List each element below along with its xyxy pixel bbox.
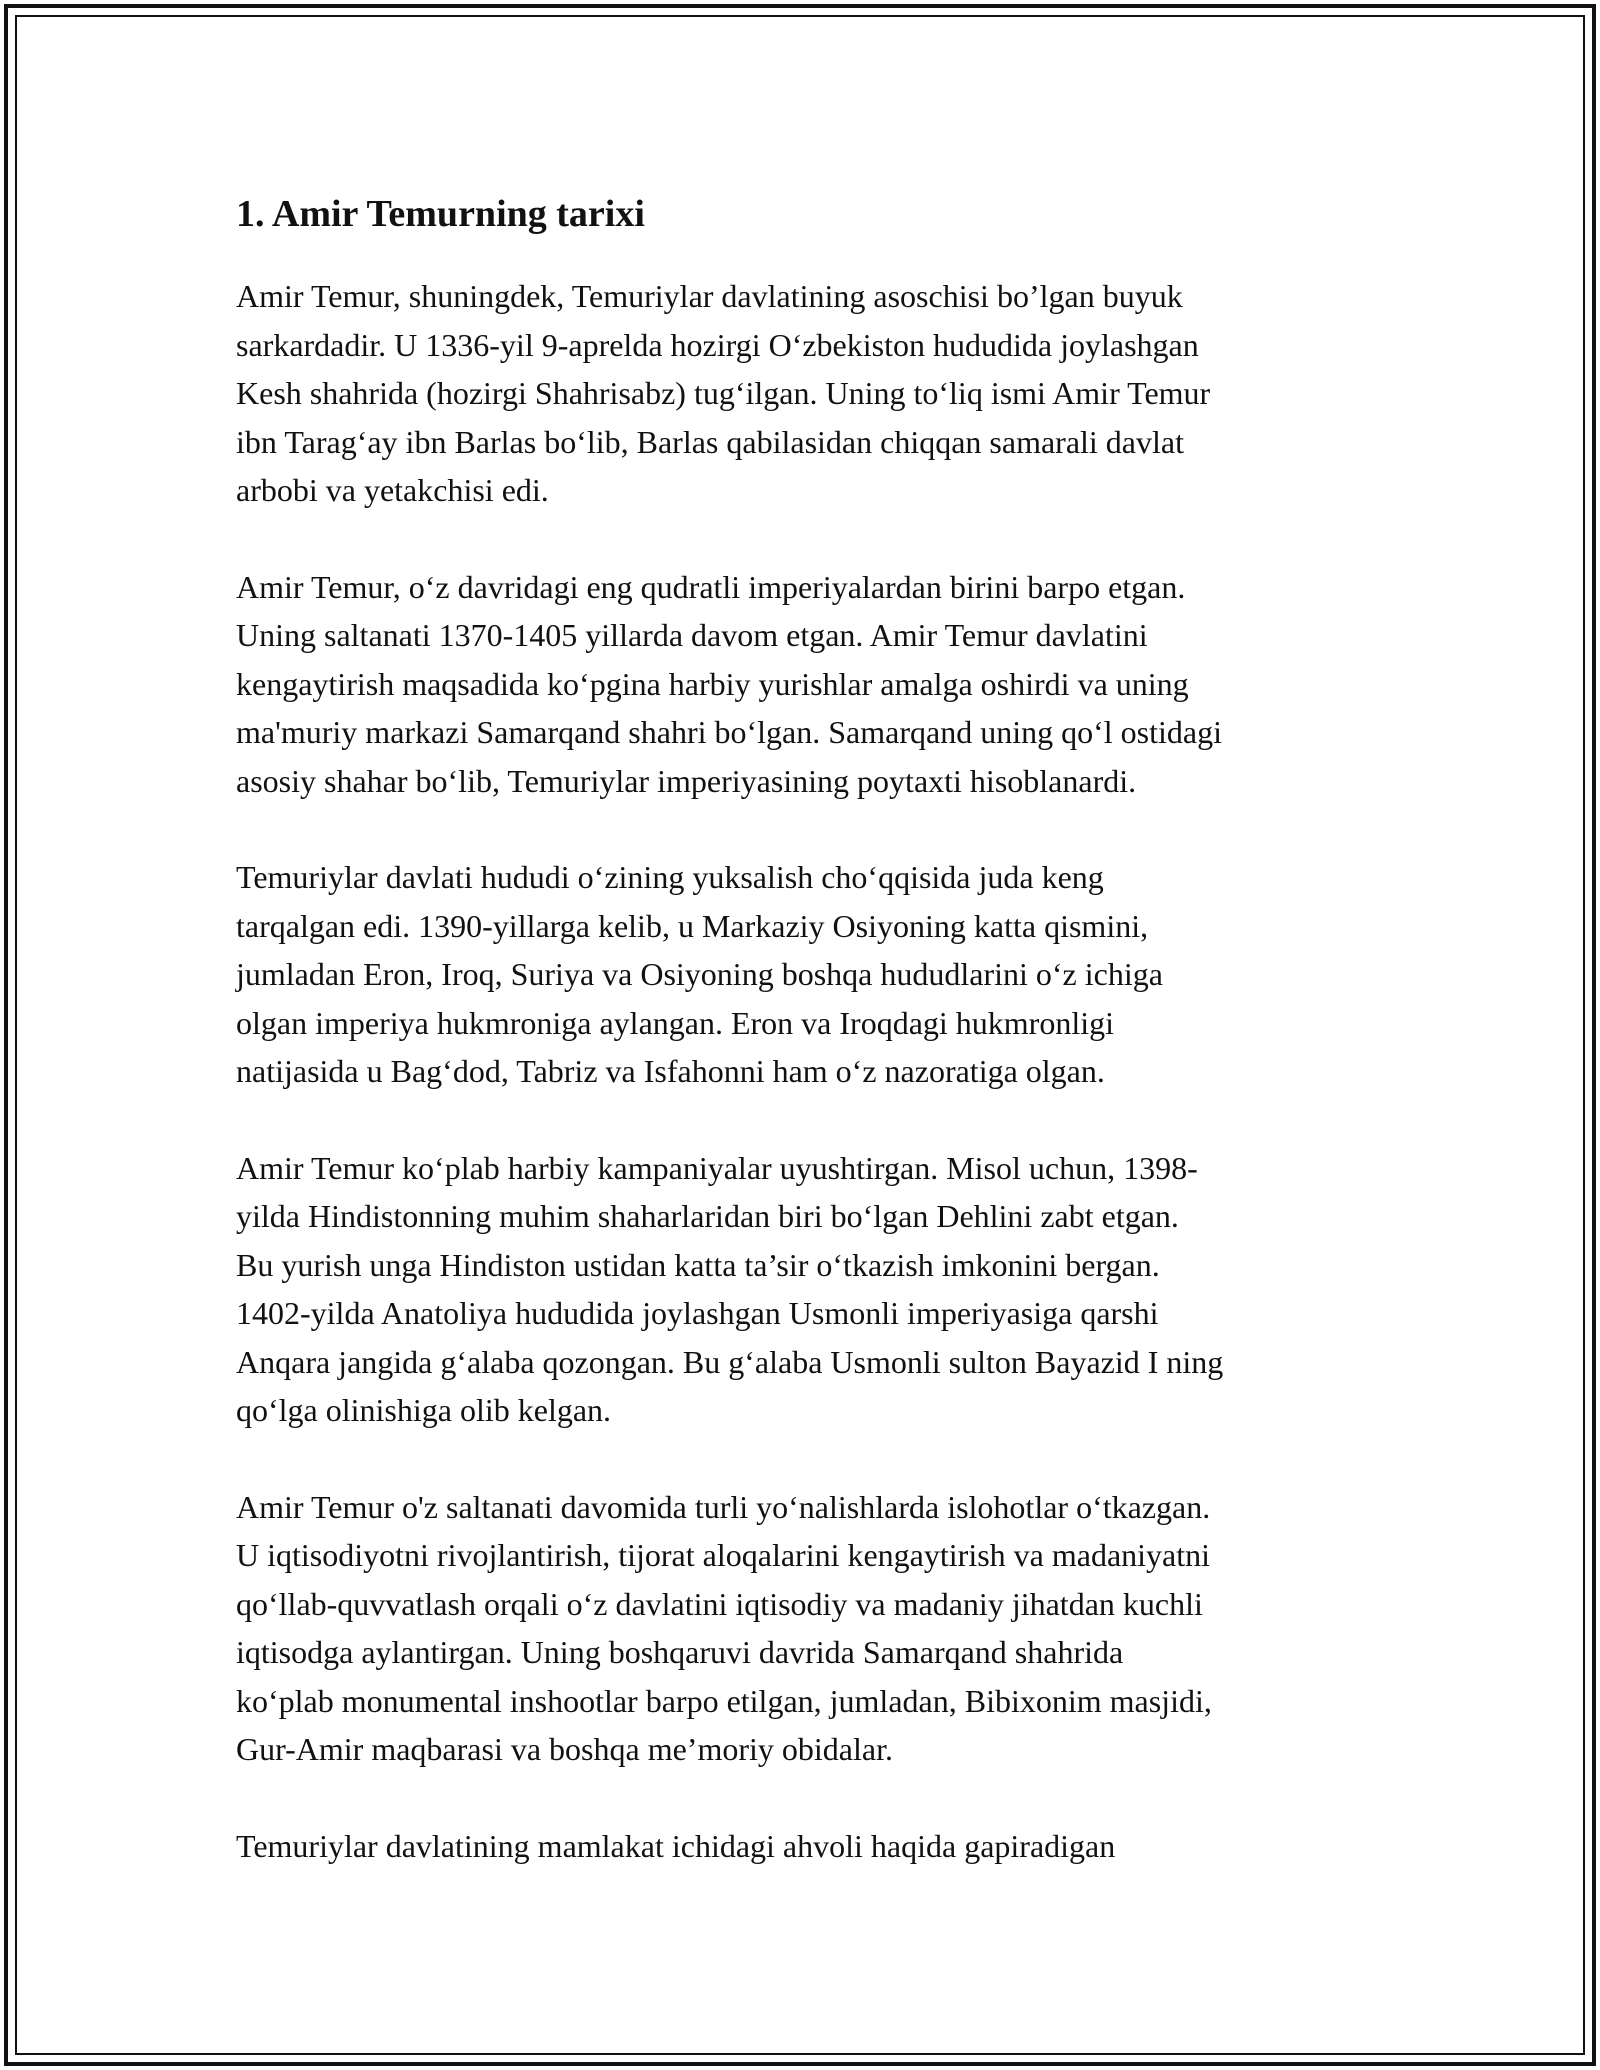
paragraph-1: Amir Temur, shuningdek, Temuriylar davlatining asoschisi bo’lgan buyuk sarkardadir. U 1336-yil 9-aprelda hozirgi O‘zbekiston hududida joylashgan Kesh shahrida (hozirgi Shahrisabz) tug‘ilgan. Uning to‘liq ismi Amir Temur ibn Tarag‘ay ibn Barlas bo‘lib, Barlas qabilasidan chiqqan samarali davlat arbobi va yetakchisi edi. xyxy=(236,278,1211,508)
paragraph-5: Amir Temur o'z saltanati davomida turli yo‘nalishlarda islohotlar o‘tkazgan. U iqtisodiyotni rivojlantirish, tijorat aloqalarini kengaytirish va madaniyatni qo‘llab-quvvatlash orqali o‘z davlatini iqtisodiy va madaniy jihatdan kuchli iqtisodga aylantirgan. Uning boshqaruvi davrida Samarqand shahrida ko‘plab monumental inshootlar barpo etilgan, jumladan, Bibixonim masjidi, Gur-Amir maqbarasi va boshqa me’moriy obidalar. xyxy=(236,1488,1212,1767)
paragraph-6: Temuriylar davlatining mamlakat ichidagi ahvoli haqida gapiradigan xyxy=(236,1827,1116,1864)
document-body xyxy=(236,186,1376,1918)
page-title: 1. Amir Temurning tarixi xyxy=(236,193,645,235)
paragraph-3: Temuriylar davlati hududi o‘zining yuksalish cho‘qqisida juda keng tarqalgan edi. 1390-yillarga kelib, u Markaziy Osiyoning katta qismini, jumladan Eron, Iroq, Suriya va Osiyoning boshqa hududlarini o‘z ichiga olgan imperiya hukmroniga aylangan. Eron va Iroqdagi hukmronligi natijasida u Bag‘dod, Tabriz va Isfahonni ham o‘z nazoratiga olgan. xyxy=(236,859,1163,1089)
paragraph-4: Amir Temur ko‘plab harbiy kampaniyalar uyushtirgan. Misol uchun, 1398- yilda Hindistonning muhim shaharlaridan biri bo‘lgan Dehlini zabt etgan. Bu yurish unga Hindiston ustidan katta ta’sir o‘tkazish imkonini bergan. 1402-yilda Anatoliya hududida joylashgan Usmonli imperiyasiga qarshi Anqara jangida g‘alaba qozongan. Bu g‘alaba Usmonli sulton Bayazid I ning qo‘lga olinishiga olib kelgan. xyxy=(236,1149,1224,1428)
paragraph-2: Amir Temur, o‘z davridagi eng qudratli imperiyalardan birini barpo etgan. Uning saltanati 1370-1405 yillarda davom etgan. Amir Temur davlatini kengaytirish maqsadida ko‘pgina harbiy yurishlar amalga oshirdi va uning ma'muriy markazi Samarqand shahri bo‘lgan. Samarqand uning qo‘l ostidagi asosiy shahar bo‘lib, Temuriylar imperiyasining poytaxti hisoblanardi. xyxy=(236,568,1222,799)
